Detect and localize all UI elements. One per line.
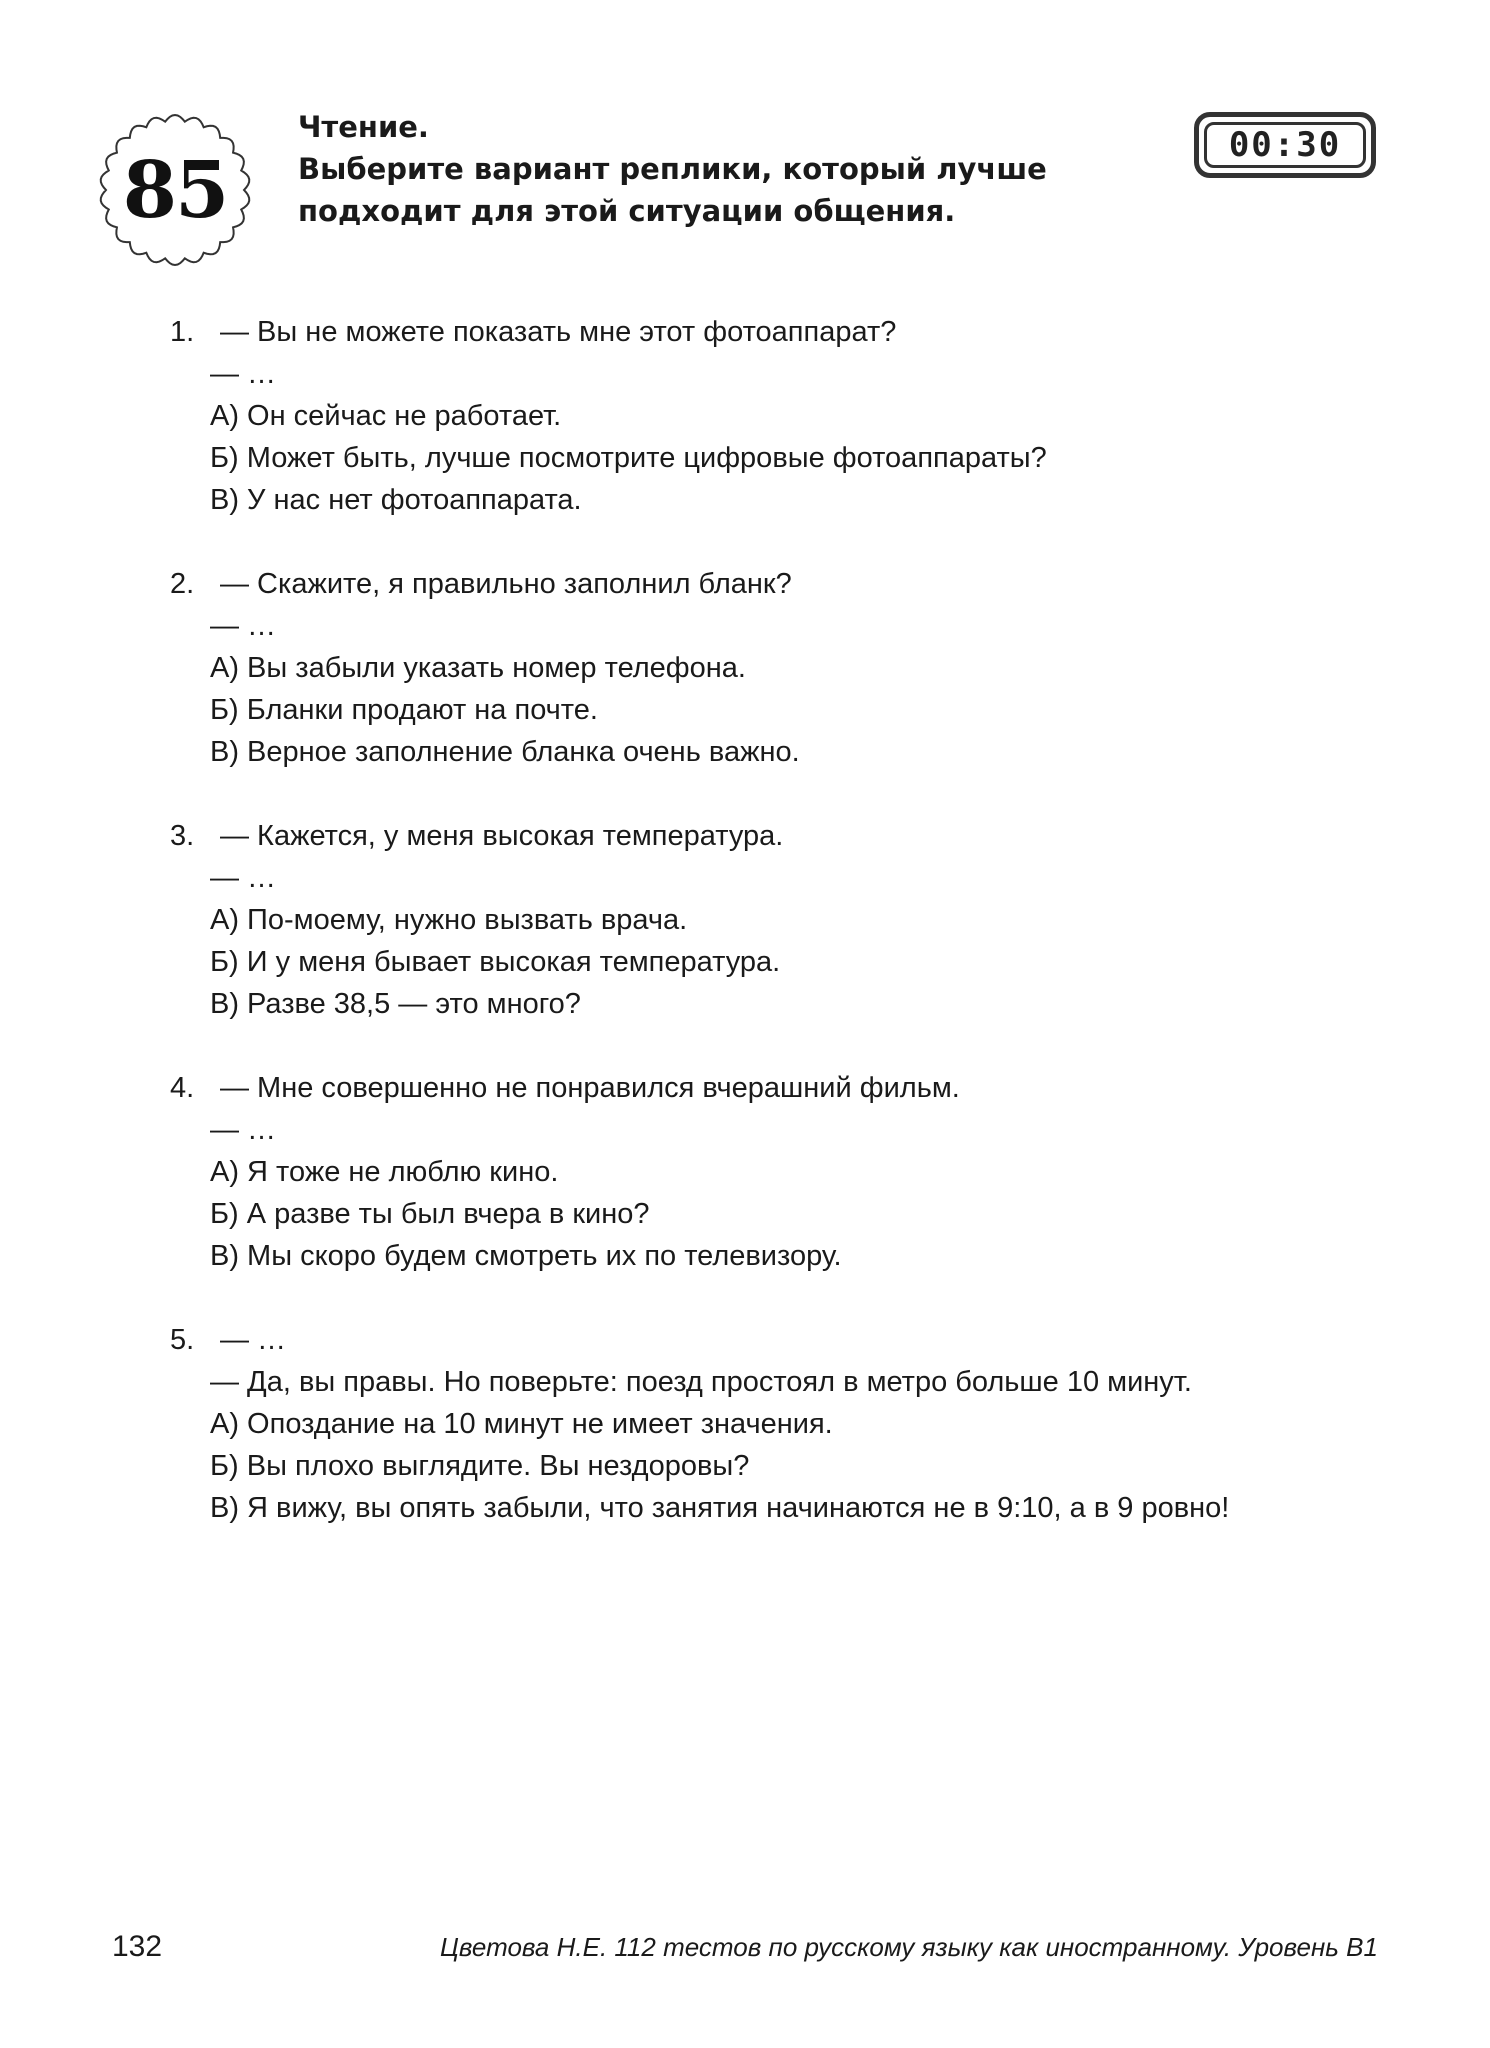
question-number: 5. [170, 1324, 195, 1356]
option-a: А) Вы забыли указать номер телефона. [210, 652, 746, 684]
question-reply: — … [210, 1114, 277, 1146]
option-b: Б) Вы плохо выглядите. Вы нездоровы? [210, 1450, 750, 1482]
option-a: А) Он сейчас не работает. [210, 400, 562, 432]
page-number: 132 [112, 1930, 163, 1963]
option-b: Б) А разве ты был вчера в кино? [210, 1198, 650, 1230]
question-1 [170, 311, 1370, 521]
option-b: Б) Бланки продают на почте. [210, 694, 598, 726]
option-b: Б) Может быть, лучше посмотрите цифровые фотоаппараты? [210, 442, 1047, 474]
task-number: 85 [122, 144, 228, 236]
option-a: А) Я тоже не люблю кино. [210, 1156, 559, 1188]
question-prompt: — … [220, 1324, 287, 1356]
instruction-line-2: подходит для этой ситуации общения. [298, 194, 956, 228]
option-a: А) По-моему, нужно вызвать врача. [210, 904, 688, 936]
question-3 [170, 815, 1370, 1025]
option-a: А) Опоздание на 10 минут не имеет значения. [210, 1408, 833, 1440]
instruction-line-1: Выберите вариант реплики, который лучше [298, 152, 1047, 186]
task-title: Чтение. [298, 110, 429, 144]
option-v: В) У нас нет фотоаппарата. [210, 484, 582, 516]
question-5 [170, 1319, 1370, 1529]
question-list [170, 311, 1370, 1571]
question-2 [170, 563, 1370, 773]
question-prompt: — Скажите, я правильно заполнил бланк? [220, 568, 792, 600]
option-v: В) Я вижу, вы опять забыли, что занятия начинаются не в 9:10, а в 9 ровно! [210, 1492, 1230, 1524]
question-reply: — … [210, 610, 277, 642]
option-v: В) Верное заполнение бланка очень важно. [210, 736, 800, 768]
option-b: Б) И у меня бывает высокая температура. [210, 946, 781, 978]
question-reply: — Да, вы правы. Но поверьте: поезд простоял в метро больше 10 минут. [210, 1366, 1192, 1398]
question-reply: — … [210, 862, 277, 894]
question-number: 2. [170, 568, 195, 600]
question-prompt: — Вы не можете показать мне этот фотоаппарат? [220, 316, 897, 348]
question-prompt: — Кажется, у меня высокая температура. [220, 820, 784, 852]
question-number: 4. [170, 1072, 195, 1104]
question-4 [170, 1067, 1370, 1277]
timer-badge [1194, 112, 1376, 178]
question-prompt: — Мне совершенно не понравился вчерашний фильм. [220, 1072, 960, 1104]
question-number: 1. [170, 316, 195, 348]
option-v: В) Разве 38,5 — это много? [210, 988, 581, 1020]
task-instructions [298, 106, 1178, 232]
question-reply: — … [210, 358, 277, 390]
task-number-badge [95, 110, 255, 270]
question-number: 3. [170, 820, 195, 852]
timer-value: 00:30 [1204, 122, 1366, 168]
book-source: Цветова Н.Е. 112 тестов по русскому языку как иностранному. Уровень В1 [440, 1932, 1378, 1962]
option-v: В) Мы скоро будем смотреть их по телевизору. [210, 1240, 842, 1272]
